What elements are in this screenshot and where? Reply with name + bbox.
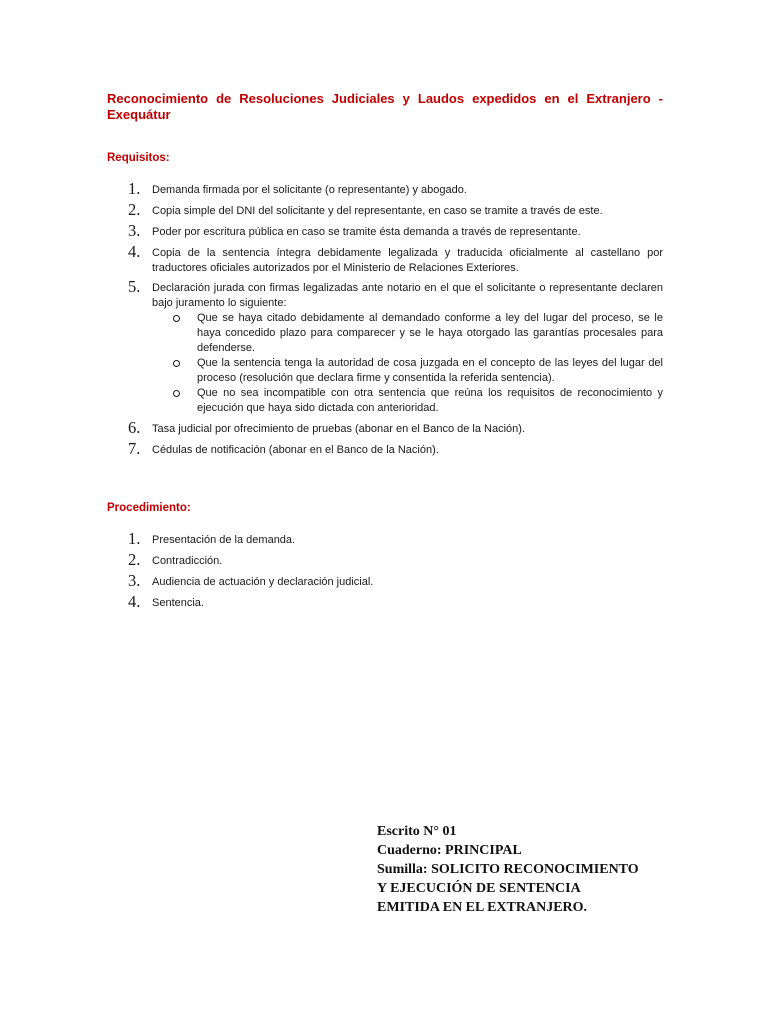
sumilla-line: EMITIDA EN EL EXTRANJERO. — [377, 900, 588, 915]
item-text: Poder por escritura pública en caso se tramite ésta demanda a través de representante. — [152, 226, 581, 238]
procedimiento-heading: Procedimiento: — [107, 502, 191, 514]
item-number: 4. — [128, 592, 141, 611]
item-number: 6. — [128, 418, 141, 437]
list-item — [107, 529, 663, 548]
item-number: 1. — [128, 179, 141, 198]
requisitos-list — [107, 179, 663, 458]
item-number: 1. — [128, 529, 141, 548]
list-item — [107, 571, 663, 590]
item-number: 4. — [128, 242, 141, 261]
escrito-header-block — [377, 822, 639, 917]
item-number: 5. — [128, 277, 141, 296]
sumilla-line: Sumilla: SOLICITO RECONOCIMIENTO — [377, 862, 639, 877]
sub-list-item — [152, 356, 663, 386]
item-text: Contradicción. — [152, 555, 223, 567]
item-text: Sentencia. — [152, 597, 204, 609]
list-item — [107, 242, 663, 276]
cuaderno-line: Cuaderno: PRINCIPAL — [377, 843, 522, 858]
sub-item-text: Que se haya citado debidamente al demandado conforme a ley del lugar del proceso, se le haya concedido plazo para comparecer y se le haya otorgado las garantías procesales para defenderse. — [197, 312, 663, 354]
list-item — [107, 179, 663, 198]
item-number: 2. — [128, 550, 141, 569]
item-number: 3. — [128, 571, 141, 590]
item-number: 7. — [128, 439, 141, 458]
escrito-number: Escrito N° 01 — [377, 824, 457, 839]
requisitos-heading: Requisitos: — [107, 152, 170, 164]
list-item — [107, 592, 663, 611]
item-text: Presentación de la demanda. — [152, 534, 296, 546]
document-title: Reconocimiento de Resoluciones Judiciales y Laudos expedidos en el Extranjero - Exequátur — [107, 91, 663, 122]
item-text: Copia simple del DNI del solicitante y del representante, en caso se tramite a través de este. — [152, 205, 603, 217]
item-text: Cédulas de notificación (abonar en el Banco de la Nación). — [152, 444, 439, 456]
item-number: 2. — [128, 200, 141, 219]
list-item — [107, 418, 663, 437]
item-number: 3. — [128, 221, 141, 240]
circle-bullet-icon — [173, 390, 180, 397]
sub-list-item — [152, 386, 663, 416]
item-text: Audiencia de actuación y declaración judicial. — [152, 576, 374, 588]
list-item — [107, 439, 663, 458]
sub-list-item — [152, 311, 663, 356]
circle-bullet-icon — [173, 315, 180, 322]
list-item — [107, 277, 663, 311]
item-text: Demanda firmada por el solicitante (o representante) y abogado. — [152, 184, 467, 196]
list-item — [107, 200, 663, 219]
list-item — [107, 550, 663, 569]
sumilla-line: Y EJECUCIÓN DE SENTENCIA — [377, 881, 581, 896]
item-text: Declaración jurada con firmas legalizadas ante notario en el que el solicitante o representante declaren bajo juramento lo siguiente: — [152, 282, 663, 309]
sub-item-text: Que la sentencia tenga la autoridad de cosa juzgada en el concepto de las leyes del lugar del proceso (resolución que declara firme y consentida la referida sentencia). — [197, 357, 663, 384]
sub-item-text: Que no sea incompatible con otra sentencia que reúna los requisitos de reconocimiento y ejecución que haya sido dictada con anterioridad. — [197, 387, 663, 414]
circle-bullet-icon — [173, 360, 180, 367]
item-text: Tasa judicial por ofrecimiento de pruebas (abonar en el Banco de la Nación). — [152, 423, 525, 435]
procedimiento-list — [107, 529, 663, 611]
item-text: Copia de la sentencia íntegra debidamente legalizada y traducida oficialmente al castellano por traductores oficiales autorizados por el Ministerio de Relaciones Exteriores. — [152, 247, 663, 274]
list-item — [107, 221, 663, 240]
